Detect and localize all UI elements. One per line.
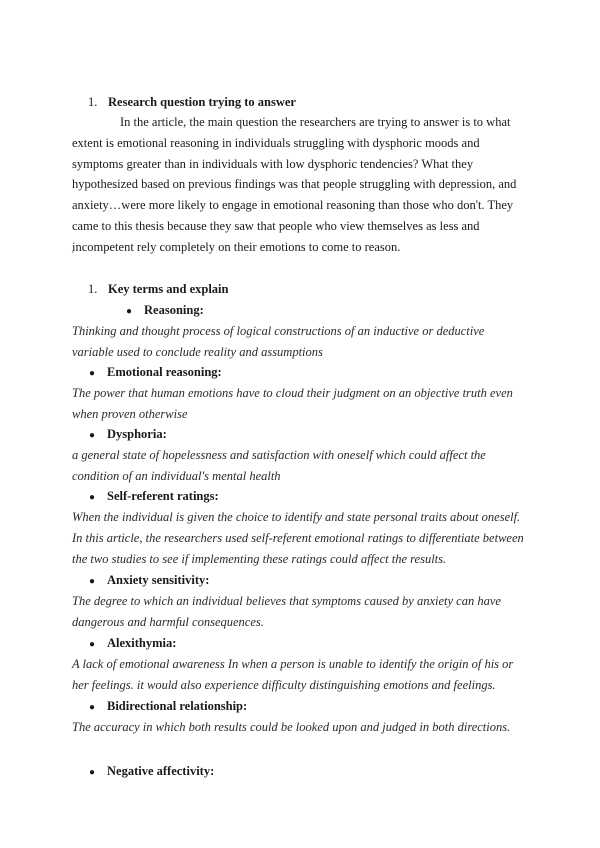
section-title: Research question trying to answer	[108, 95, 296, 109]
term-label: Anxiety sensitivity:	[107, 573, 210, 587]
term-bullet-emotional-reasoning	[89, 364, 222, 382]
section-number: 1.	[88, 282, 98, 296]
bullet-dot-icon: ●	[89, 430, 96, 441]
term-definition-alexithymia: A lack of emotional awareness In when a person is unable to identify the origin of his or her feelings. it would also experience difficulty distinguishing emotions and feelings.	[72, 657, 514, 692]
term-bullet-alexithymia	[89, 635, 176, 653]
term-label: Dysphoria:	[107, 427, 167, 441]
research-question-paragraph: In the article, the main question the researchers are trying to answer is to what extent is emotional reasoning in individuals struggling with dysphoric moods and symptoms greater than in individuals with low dysphoric tendencies? What they hypothesized based on previous findings was that people struggling with depression, and anxiety…were more likely to engage in emotional reasoning than those who don't. They came to this thesis because they saw that people who view themselves as less and incompetent rely completely on their emotions to come to reason.	[72, 115, 517, 254]
term-label: Self-referent ratings:	[107, 489, 219, 503]
section-heading-research-question	[88, 94, 296, 110]
section-heading-key-terms	[88, 281, 228, 297]
bullet-dot-icon: ●	[89, 639, 96, 650]
term-definition-emotional-reasoning: The power that human emotions have to cloud their judgment on an objective truth even when proven otherwise	[72, 386, 513, 421]
term-definition-reasoning: Thinking and thought process of logical constructions of an inductive or deductive variable used to conclude reality and assumptions	[72, 324, 485, 359]
term-definition-anxiety-sensitivity: The degree to which an individual believes that symptoms caused by anxiety can have dangerous and harmful consequences.	[72, 594, 501, 629]
stray-mark: `	[71, 251, 75, 262]
term-bullet-reasoning	[126, 302, 204, 320]
bullet-dot-icon: ●	[89, 702, 96, 713]
term-bullet-self-referent-ratings	[89, 488, 219, 506]
term-label: Bidirectional relationship:	[107, 699, 248, 713]
bullet-dot-icon: ●	[89, 767, 96, 778]
bullet-dot-icon: ●	[126, 306, 133, 317]
term-label: Negative affectivity:	[107, 764, 215, 778]
term-label: Reasoning:	[144, 303, 204, 317]
term-bullet-dysphoria	[89, 426, 167, 444]
term-bullet-anxiety-sensitivity	[89, 572, 209, 590]
section-number: 1.	[88, 95, 98, 109]
term-definition-dysphoria: a general state of hopelessness and satisfaction with oneself which could affect the condition of an individual's mental health	[72, 448, 486, 483]
bullet-dot-icon: ●	[89, 368, 96, 379]
term-definition-bidirectional-relationship: The accuracy in which both results could be looked upon and judged in both directions.	[72, 720, 511, 734]
term-label: Alexithymia:	[107, 636, 177, 650]
term-bullet-negative-affectivity	[89, 763, 214, 781]
bullet-dot-icon: ●	[89, 492, 96, 503]
term-definition-self-referent-ratings: When the individual is given the choice to identify and state personal traits about oneself. In this article, the researchers used self-referent emotional ratings to differentiate between the two studies to see if implementing these ratings could affect the results.	[72, 510, 524, 566]
bullet-dot-icon: ●	[89, 576, 96, 587]
section-title: Key terms and explain	[108, 282, 229, 296]
term-label: Emotional reasoning:	[107, 365, 222, 379]
term-bullet-bidirectional-relationship	[89, 698, 247, 716]
